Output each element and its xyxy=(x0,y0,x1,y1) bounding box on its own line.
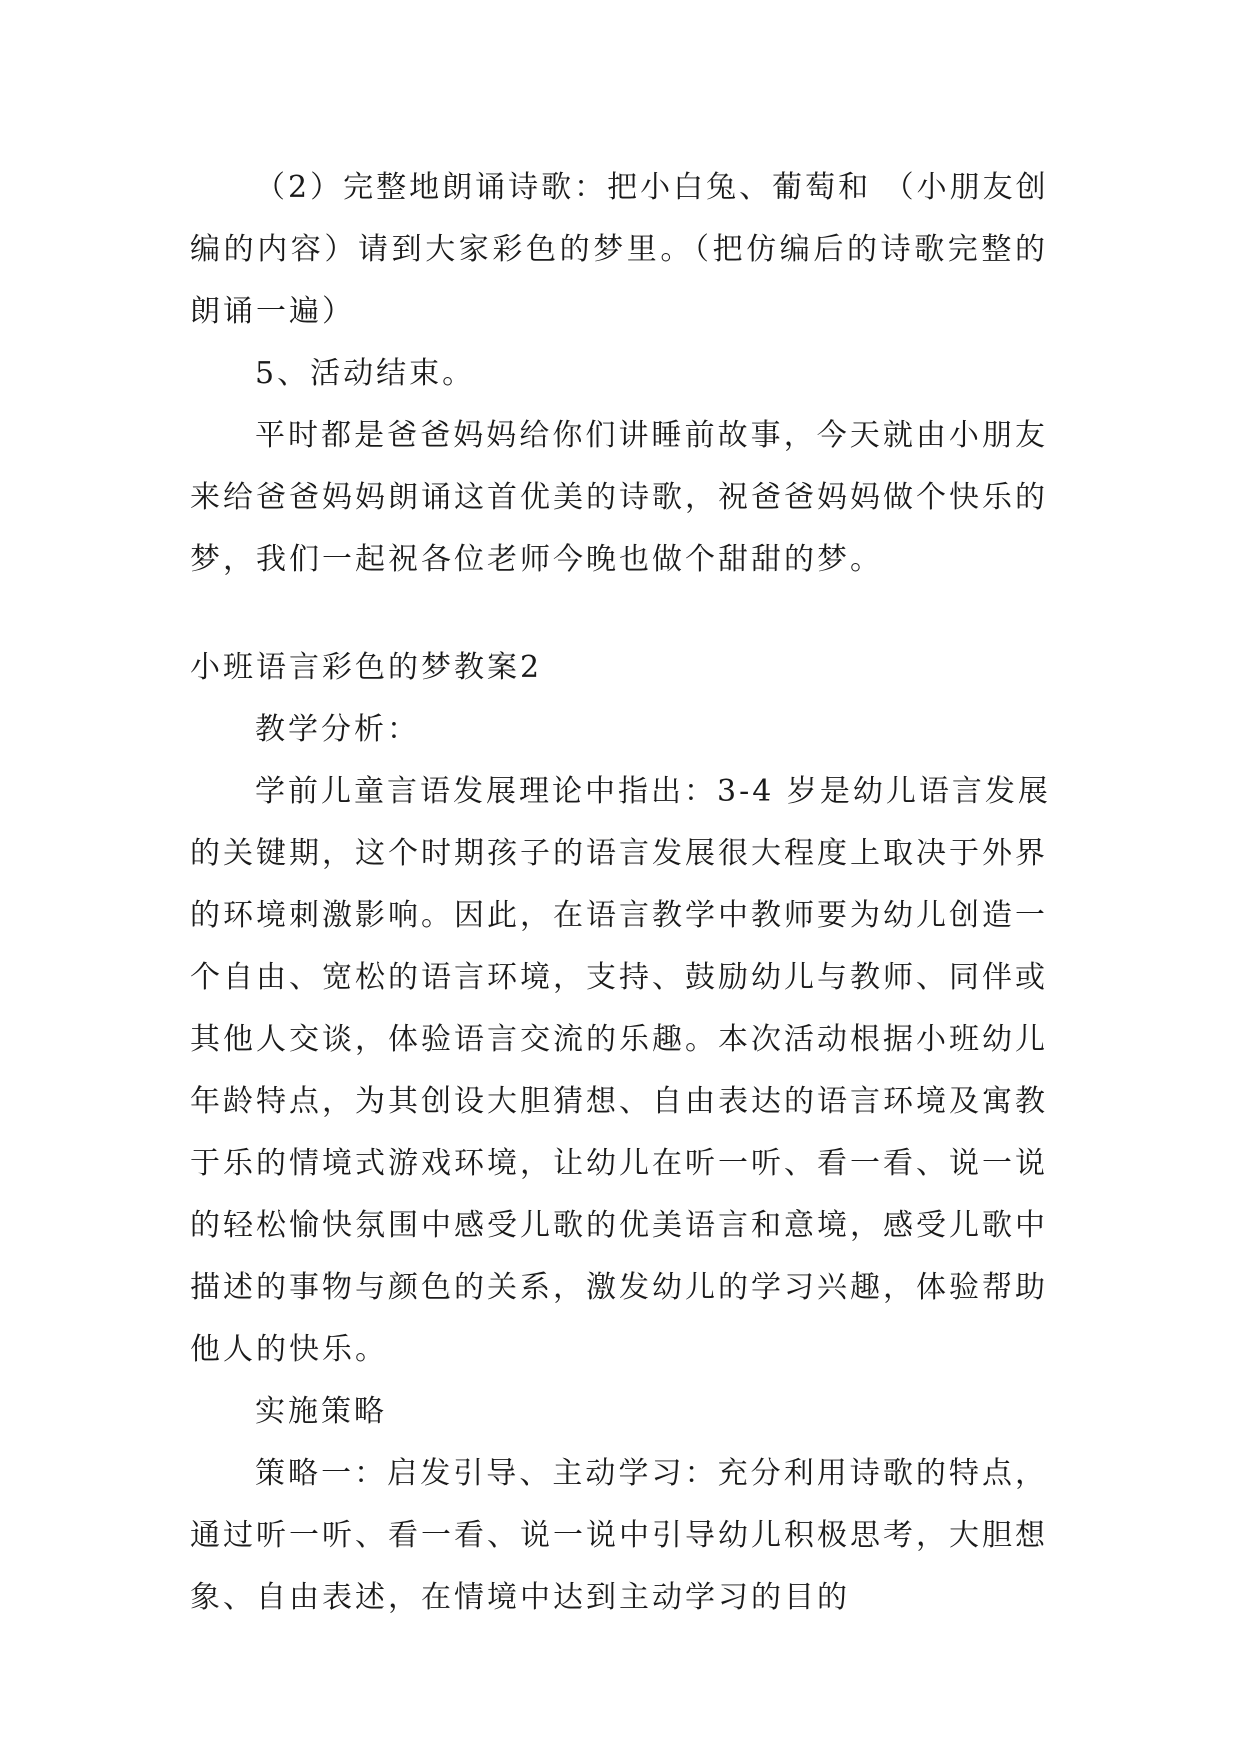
text-line: 的环境刺激影响。因此，在语言教学中教师要为幼儿创造一 xyxy=(190,898,1048,933)
subheading: 实施策略 xyxy=(255,1394,387,1429)
text-line: 编的内容）请到大家彩色的梦里。（把仿编后的诗歌完整的 xyxy=(190,232,1048,267)
text-line: 来给爸爸妈妈朗诵这首优美的诗歌，祝爸爸妈妈做个快乐的 xyxy=(190,480,1048,515)
text-line: 通过听一听、看一看、说一说中引导幼儿积极思考，大胆想 xyxy=(190,1518,1048,1553)
text-line: （2）完整地朗诵诗歌：把小白兔、葡萄和 （小朋友创 xyxy=(255,170,1049,205)
text-line: 朗诵一遍） xyxy=(190,294,355,329)
text-line: 其他人交谈，体验语言交流的乐趣。本次活动根据小班幼儿 xyxy=(190,1022,1048,1057)
text-line: 描述的事物与颜色的关系，激发幼儿的学习兴趣，体验帮助 xyxy=(190,1270,1048,1305)
text-line: 个自由、宽松的语言环境，支持、鼓励幼儿与教师、同伴或 xyxy=(190,960,1048,995)
text-line: 的关键期，这个时期孩子的语言发展很大程度上取决于外界 xyxy=(190,836,1048,871)
text-line: 他人的快乐。 xyxy=(190,1332,388,1367)
text-line: 5、活动结束。 xyxy=(255,356,476,391)
text-line: 平时都是爸爸妈妈给你们讲睡前故事，今天就由小朋友 xyxy=(255,418,1048,453)
section-heading: 小班语言彩色的梦教案2 xyxy=(190,650,543,685)
text-line: 学前儿童言语发展理论中指出：3-4 岁是幼儿语言发展 xyxy=(255,774,1051,809)
text-line: 梦，我们一起祝各位老师今晚也做个甜甜的梦。 xyxy=(190,542,883,577)
text-line: 象、自由表述，在情境中达到主动学习的目的 xyxy=(190,1580,850,1615)
subheading: 教学分析： xyxy=(255,712,420,747)
text-line: 的轻松愉快氛围中感受儿歌的优美语言和意境，感受儿歌中 xyxy=(190,1208,1048,1243)
text-line: 策略一：启发引导、主动学习：充分利用诗歌的特点， xyxy=(255,1456,1048,1491)
text-line: 年龄特点，为其创设大胆猜想、自由表达的语言环境及寓教 xyxy=(190,1084,1048,1119)
text-line: 于乐的情境式游戏环境，让幼儿在听一听、看一看、说一说 xyxy=(190,1146,1048,1181)
